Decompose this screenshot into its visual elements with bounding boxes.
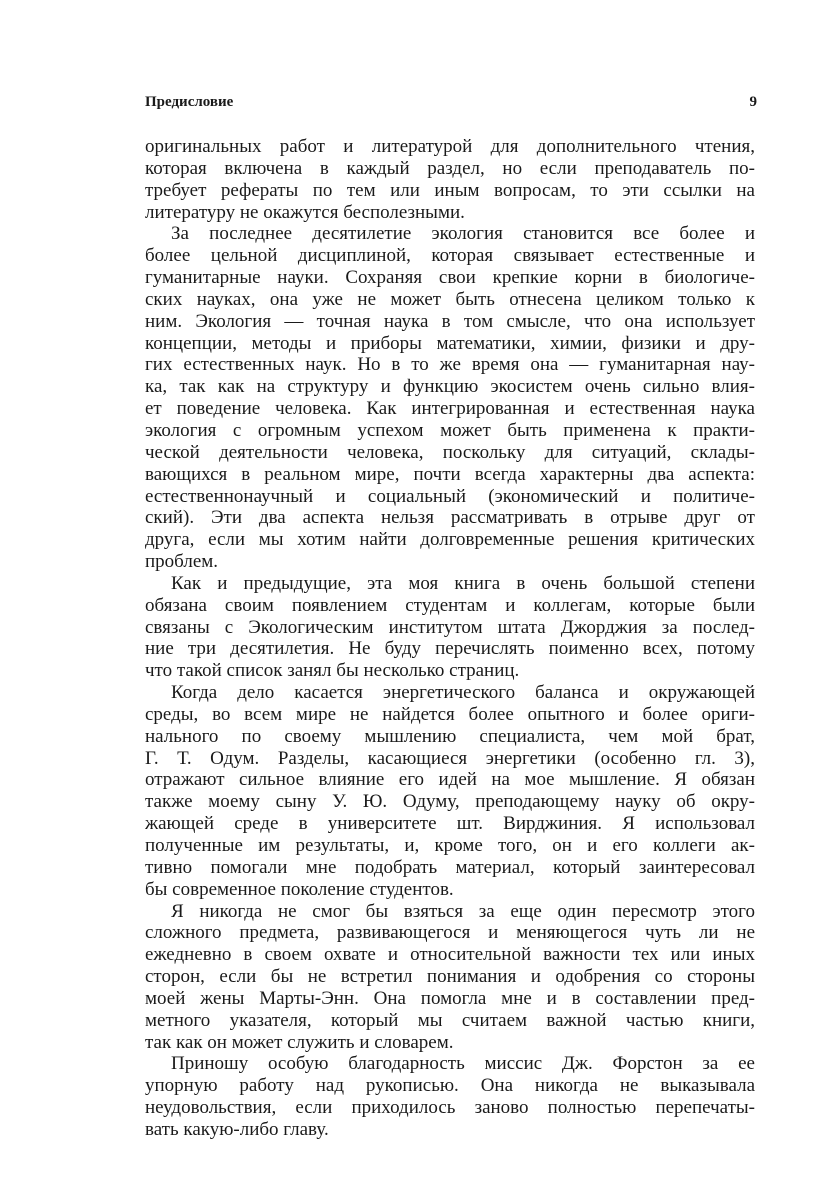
text-line: друга, если мы хотим найти долговременные решения критических: [145, 529, 755, 551]
text-line: оригинальных работ и литературой для дополнительного чтения,: [145, 136, 755, 157]
text-line: обязана своим появлением студентам и коллегам, которые были: [145, 594, 755, 616]
text-line: что такой список занял бы несколько страниц.: [145, 660, 520, 682]
text-line: ческой деятельности человека, поскольку для ситуаций, склады-: [145, 441, 755, 463]
text-line: проблем.: [145, 551, 219, 573]
text-line: так как он может служить и словарем.: [145, 1031, 454, 1053]
text-line: литературу не окажутся бесполезными.: [145, 201, 465, 223]
text-line: нального по своему мышлению специалиста, чем мой брат,: [145, 725, 755, 747]
text-line: связаны с Экологическим институтом штата Джорджия за послед-: [145, 616, 755, 638]
text-line: гуманитарные науки. Сохраняя свои крепкие корни в биологиче-: [145, 267, 755, 289]
text-line: Когда дело касается энергетического баланса и окружающей: [171, 682, 755, 704]
text-line: ним. Экология — точная наука в том смысле, что она использует: [145, 310, 755, 332]
text-line: вать какую-либо главу.: [145, 1118, 329, 1140]
text-line: Приношу особую благодарность миссис Дж. Форстон за ее: [171, 1053, 755, 1075]
text-line: ежедневно в своем охвате и относительной важности тех или иных: [145, 944, 755, 966]
text-line: отражают сильное влияние его идей на мое мышление. Я обязан: [145, 769, 755, 791]
text-line: тивно помогали мне подобрать материал, который заинтересовал: [145, 856, 755, 878]
text-line: Как и предыдущие, эта моя книга в очень большой степени: [171, 572, 755, 594]
text-line: бы современное поколение студентов.: [145, 878, 454, 900]
text-line: ских науках, она уже не может быть отнесена целиком только к: [145, 288, 755, 310]
text-line: также моему сыну У. Ю. Одуму, преподающему науку об окру-: [145, 791, 755, 813]
text-line: ский). Эти два аспекта нельзя рассматривать в отрыве друг от: [145, 507, 755, 529]
text-line: Г. Т. Одум. Разделы, касающиеся энергетики (особенно гл. 3),: [145, 747, 755, 769]
page-number: 9: [749, 94, 757, 110]
text-line: вающихся в реальном мире, почти всегда характерны два аспекта:: [145, 463, 755, 485]
text-line: сложного предмета, развивающегося и меняющегося чуть ли не: [145, 922, 755, 944]
text-line: экология с огромным успехом может быть применена к практи-: [145, 419, 755, 441]
preface-text: [145, 136, 755, 1141]
text-line: сторон, если бы не встретил понимания и одобрения со стороны: [145, 966, 755, 988]
text-line: упорную работу над рукописью. Она никогда не выказывала: [145, 1075, 755, 1097]
text-line: ет поведение человека. Как интегрированная и естественная наука: [145, 398, 755, 420]
text-line: гих естественных наук. Но в то же время она — гуманитарная нау-: [145, 354, 755, 376]
chapter-title: Предисловие: [145, 94, 234, 110]
text-line: требует рефераты по тем или иным вопросам, то эти ссылки на: [145, 179, 755, 201]
text-line: ние три десятилетия. Не буду перечислять поименно всех, потому: [145, 638, 755, 660]
text-line: За последнее десятилетие экология становится все более и: [171, 223, 755, 245]
text-line: полученные им результаты, и, кроме того, он и его коллеги ак-: [145, 835, 755, 856]
text-line: концепции, методы и приборы математики, химии, физики и дру-: [145, 332, 755, 354]
text-line: моей жены Марты-Энн. Она помогла мне и в составлении пред-: [145, 987, 755, 1009]
text-line: неудовольствия, если приходилось заново полностью перепечаты-: [145, 1097, 755, 1119]
text-line: Я никогда не смог бы взяться за еще один пересмотр этого: [171, 900, 755, 922]
text-line: жающей среде в университете шт. Вирджиния. Я использовал: [145, 813, 755, 835]
text-line: которая включена в каждый раздел, но если преподаватель по-: [145, 157, 755, 179]
text-line: естественнонаучный и социальный (экономический и политиче-: [145, 485, 755, 507]
text-line: среды, во всем мире не найдется более опытного и более ориги-: [145, 703, 755, 725]
text-line: ка, так как на структуру и функцию экосистем очень сильно влия-: [145, 376, 755, 398]
text-line: метного указателя, который мы считаем важной частью книги,: [145, 1009, 755, 1031]
text-line: более цельной дисциплиной, которая связывает естественные и: [145, 245, 755, 267]
running-header: [145, 94, 757, 111]
